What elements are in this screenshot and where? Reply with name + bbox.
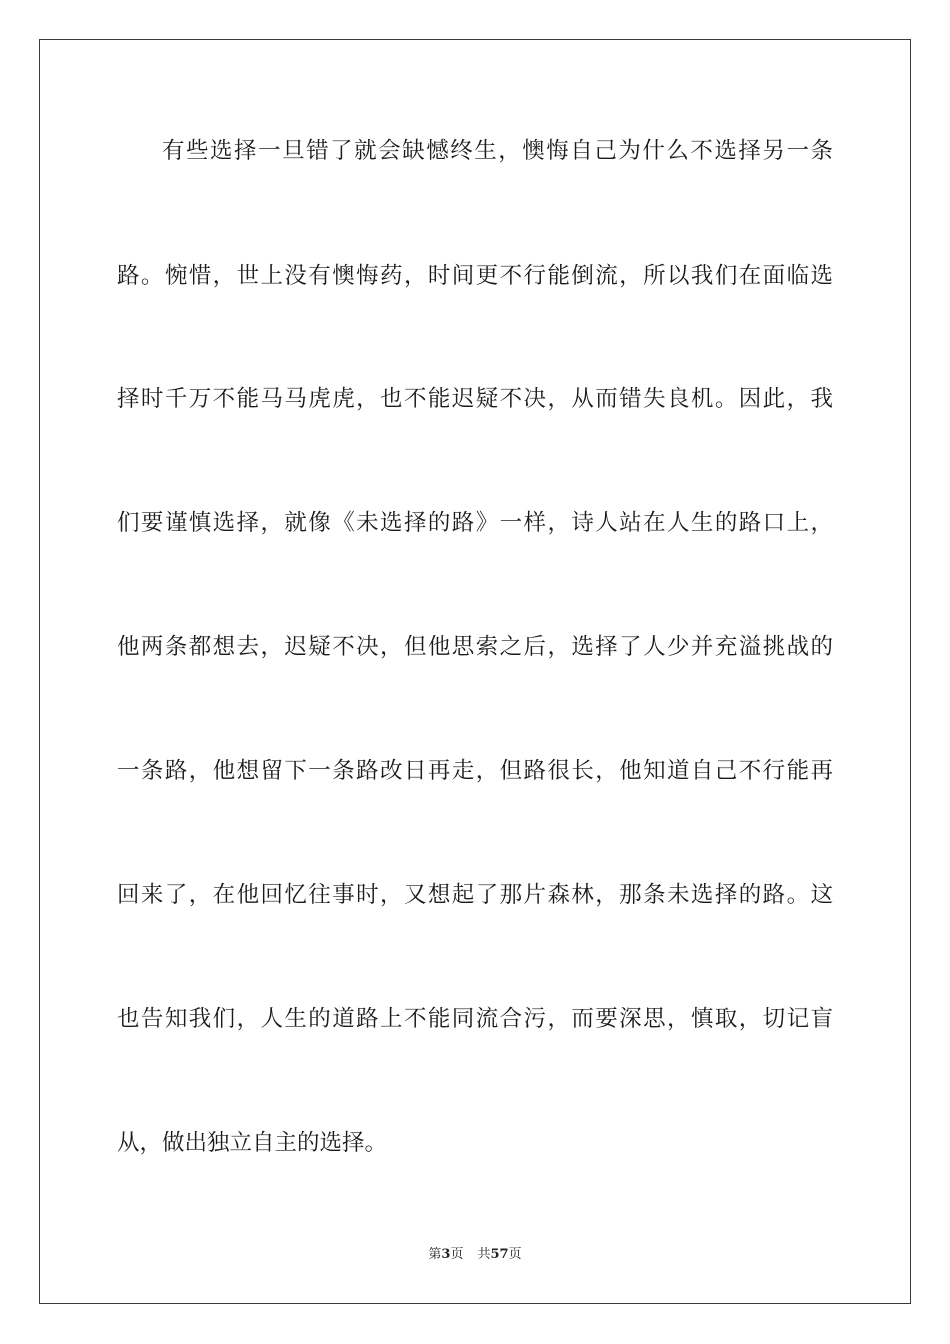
page-frame [39, 39, 911, 1304]
paragraph-line-3: 择时千万不能马马虎虎，也不能迟疑不决，从而错失良机。因此，我 [117, 386, 833, 412]
page-footer [0, 1246, 950, 1264]
footer-total-prefix: 共 [477, 1247, 491, 1262]
paragraph-line-1: 有些选择一旦错了就会缺憾终生，懊悔自己为什么不选择另一条 [162, 138, 833, 164]
paragraph-line-9: 从，做出独立自主的选择。 [117, 1130, 388, 1156]
footer-total-pages: 57 [490, 1247, 509, 1262]
paragraph-line-8: 也告知我们，人生的道路上不能同流合污，而要深思，慎取，切记盲 [117, 1006, 833, 1032]
paragraph-line-6: 一条路，他想留下一条路改日再走，但路很长，他知道自己不行能再 [117, 758, 833, 784]
footer-page-suffix: 页 [450, 1247, 464, 1262]
footer-total-suffix: 页 [508, 1247, 522, 1262]
paragraph-line-7: 回来了，在他回忆往事时，又想起了那片森林，那条未选择的路。这 [117, 882, 833, 908]
footer-page-number: 3 [441, 1247, 451, 1262]
paragraph-line-2: 路。惋惜，世上没有懊悔药，时间更不行能倒流，所以我们在面临选 [117, 263, 833, 289]
paragraph-line-5: 他两条都想去，迟疑不决，但他思索之后，选择了人少并充溢挑战的 [117, 634, 833, 660]
paragraph-line-4: 们要谨慎选择，就像《未选择的路》一样，诗人站在人生的路口上， [117, 510, 833, 536]
footer-page-prefix: 第 [428, 1247, 442, 1262]
